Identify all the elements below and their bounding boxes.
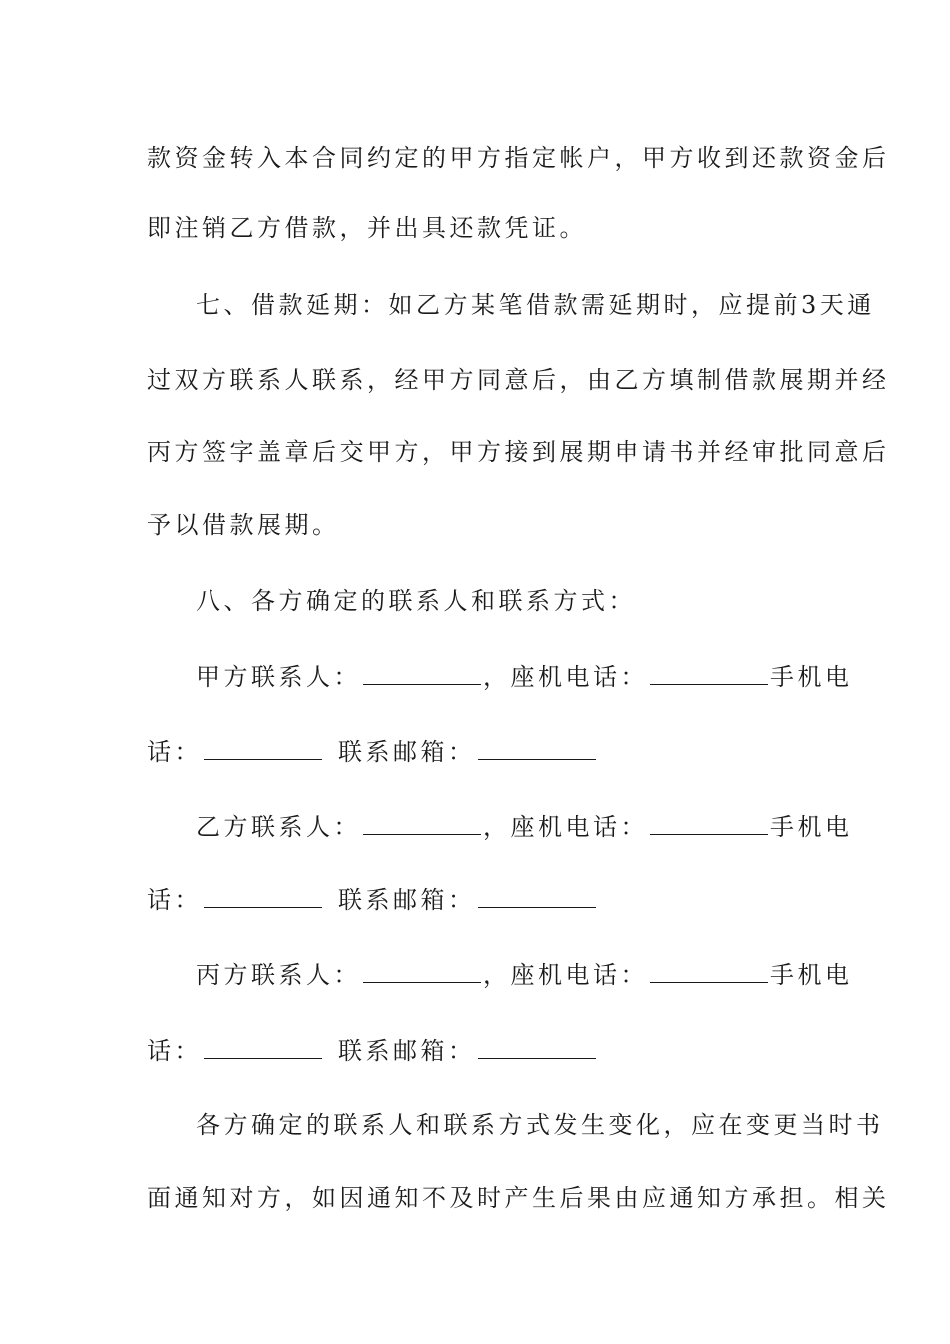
party-b-mobile-label: 手机电 — [770, 813, 853, 841]
contact-row-party-c-cont — [147, 1036, 807, 1066]
party-c-landline-label: ，座机电话： — [483, 961, 648, 989]
party-a-contact-blank[interactable] — [363, 662, 481, 685]
contact-row-party-a — [196, 662, 853, 692]
paragraph-line: 款资金转入本合同约定的甲方指定帐户，甲方收到还款资金后 — [147, 144, 890, 172]
party-c-contact-blank[interactable] — [363, 960, 481, 983]
party-b-landline-label: ，座机电话： — [483, 813, 648, 841]
party-b-contact-blank[interactable] — [363, 812, 481, 835]
party-c-landline-blank[interactable] — [650, 960, 768, 983]
paragraph-line: 过双方联系人联系，经甲方同意后，由乙方填制借款展期并经 — [147, 366, 890, 394]
contact-row-party-a-cont — [147, 737, 807, 767]
party-c-email-blank[interactable] — [478, 1036, 596, 1059]
party-a-landline-blank[interactable] — [650, 662, 768, 685]
paragraph-line: 各方确定的联系人和联系方式发生变化，应在变更当时书 — [196, 1111, 884, 1139]
party-b-mobile-blank[interactable] — [204, 885, 322, 908]
party-a-email-label: 联系邮箱： — [338, 738, 476, 766]
contact-row-party-b-cont — [147, 885, 807, 915]
party-a-email-blank[interactable] — [478, 737, 596, 760]
party-c-contact-label: 丙方联系人： — [196, 961, 361, 989]
clause-7-heading-line: 七、借款延期：如乙方某笔借款需延期时，应提前3天通 — [196, 291, 875, 319]
party-b-email-label: 联系邮箱： — [338, 886, 476, 914]
paragraph-line: 丙方签字盖章后交甲方，甲方接到展期申请书并经审批同意后 — [147, 438, 890, 466]
party-c-mobile-blank[interactable] — [204, 1036, 322, 1059]
party-c-email-label: 联系邮箱： — [338, 1037, 476, 1065]
contact-row-party-b — [196, 812, 853, 842]
paragraph-line: 即注销乙方借款，并出具还款凭证。 — [147, 214, 587, 242]
party-b-landline-blank[interactable] — [650, 812, 768, 835]
paragraph-line: 予以借款展期。 — [147, 511, 340, 539]
contact-row-party-c — [196, 960, 853, 990]
party-a-mobile-blank[interactable] — [204, 737, 322, 760]
party-b-contact-label: 乙方联系人： — [196, 813, 361, 841]
clause-8-heading: 八、各方确定的联系人和联系方式： — [196, 587, 636, 615]
party-b-email-blank[interactable] — [478, 885, 596, 908]
party-a-contact-label: 甲方联系人： — [196, 663, 361, 691]
party-b-mobile-label-cont: 话： — [147, 886, 202, 914]
party-c-mobile-label: 手机电 — [770, 961, 853, 989]
party-a-landline-label: ，座机电话： — [483, 663, 648, 691]
party-c-mobile-label-cont: 话： — [147, 1037, 202, 1065]
party-a-mobile-label-cont: 话： — [147, 738, 202, 766]
party-a-mobile-label: 手机电 — [770, 663, 853, 691]
paragraph-line: 面通知对方，如因通知不及时产生后果由应通知方承担。相关 — [147, 1184, 890, 1212]
